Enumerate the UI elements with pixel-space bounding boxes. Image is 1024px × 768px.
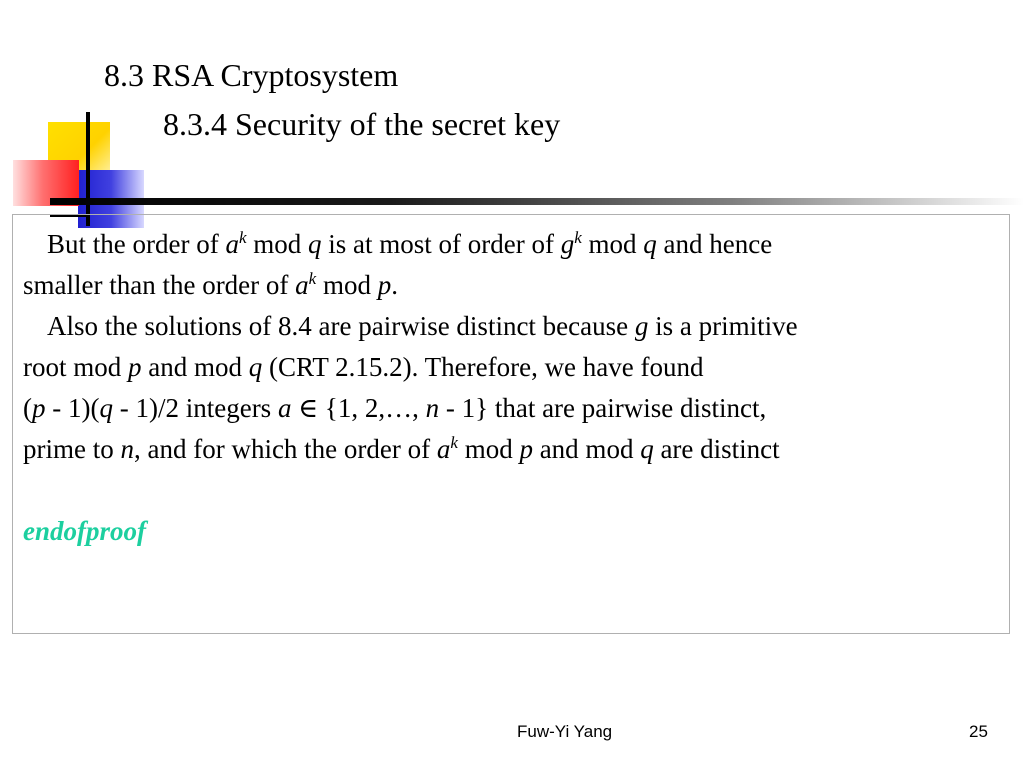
body-line-4: root mod p and mod q (CRT 2.15.2). Therefore, we have found — [23, 352, 704, 382]
body-line-1: But the order of $a^k$ mod q is at most of order of $g^k$ mod q and hence — [47, 228, 773, 259]
body-line-6: prime to n, and for which the order of $a^k$ mod p and mod q are distinct — [23, 433, 780, 464]
footer-author: Fuw-Yi Yang — [517, 722, 613, 741]
logo-vertical-bar — [86, 112, 90, 226]
page-number: 25 — [969, 722, 988, 741]
end-of-proof: endofproof — [23, 516, 146, 546]
slide-body — [23, 224, 1008, 552]
body-line-2: smaller than the order of $a^k$ mod p. — [23, 269, 398, 300]
slide-title: 8.3 RSA Cryptosystem — [104, 57, 399, 93]
slide-subtitle: 8.3.4 Security of the secret key — [163, 106, 561, 142]
body-line-5: (p - 1)(q - 1)/2 integers a ∈ {1, 2,…, n - 1} that are pairwise distinct, — [23, 393, 767, 423]
body-line-3: Also the solutions of 8.4 are pairwise distinct because g is a primitive — [47, 311, 798, 341]
title-divider-line — [50, 198, 1024, 205]
